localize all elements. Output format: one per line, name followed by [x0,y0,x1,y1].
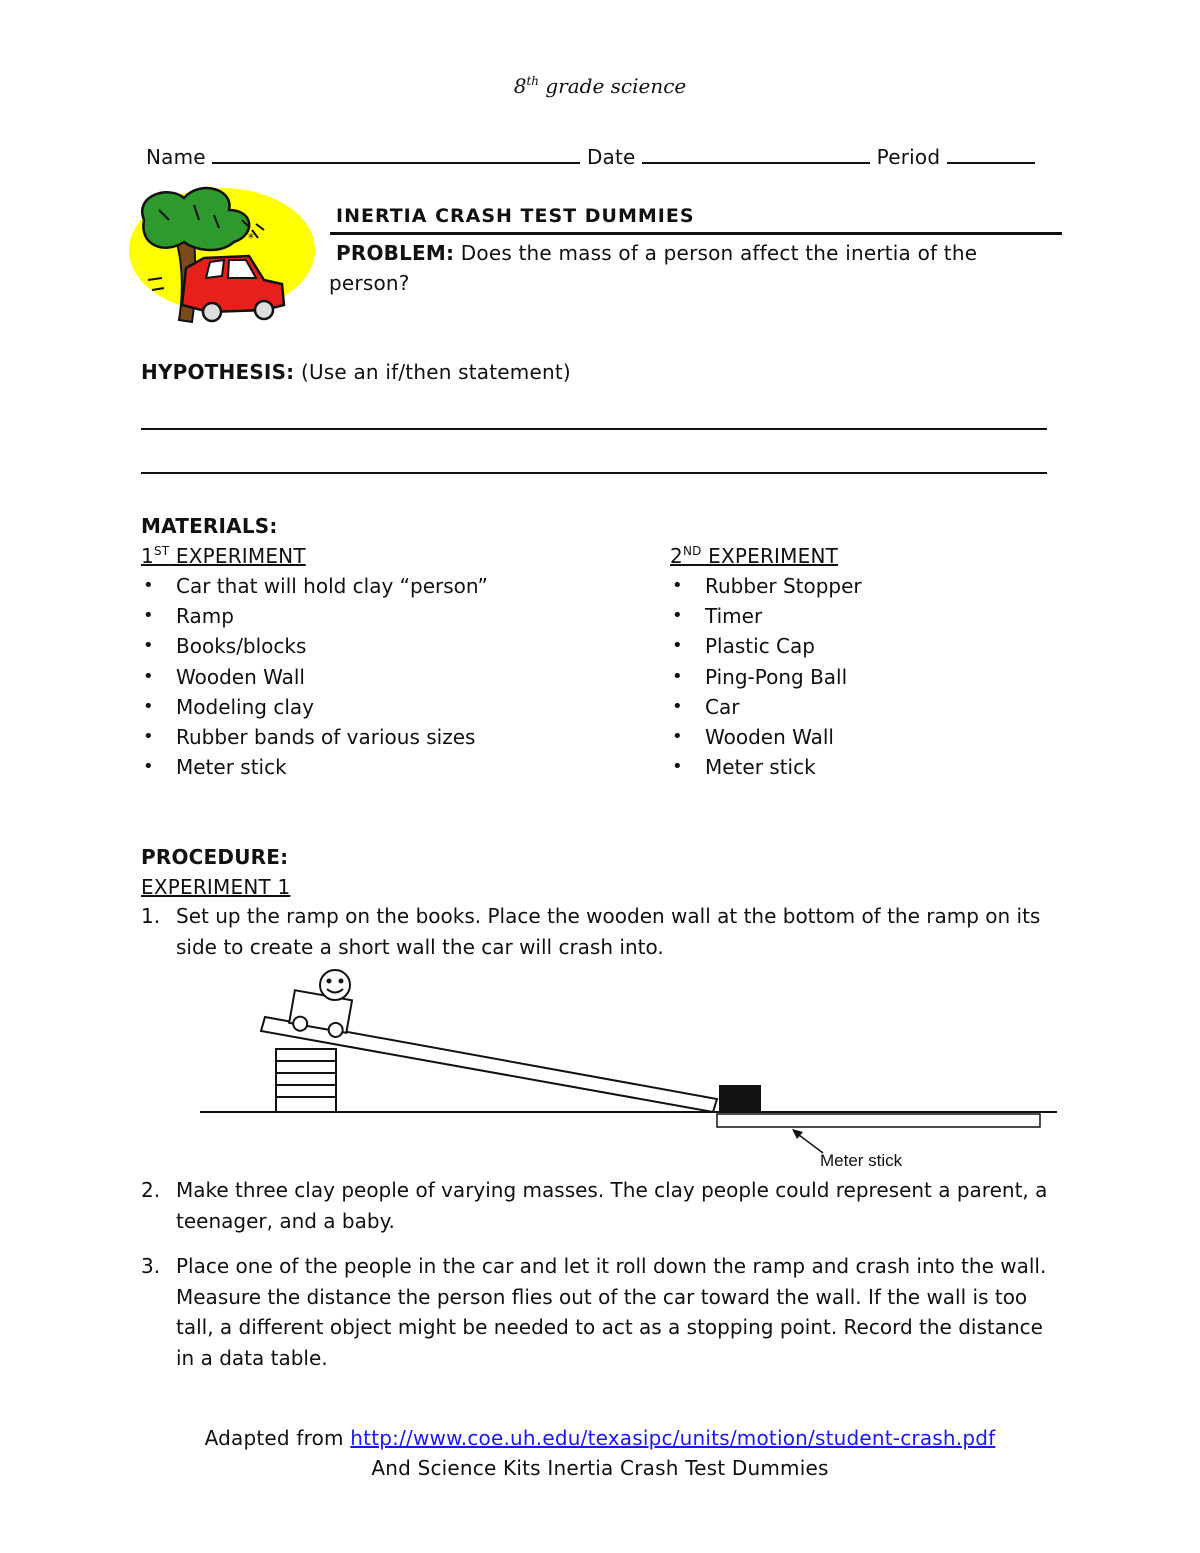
exp1-title: EXPERIMENT [169,544,306,568]
grade-superscript: th [526,74,540,88]
list-item: • Plastic Cap [670,631,862,661]
hypothesis-answer-line-2[interactable] [141,472,1047,474]
list-item: • Wooden Wall [670,722,862,752]
list-item: • Timer [670,601,862,631]
ramp-diagram [195,965,1065,1175]
grade-subject: grade science [539,74,687,98]
svg-text:*: * [248,231,254,245]
exp2-number: 2 [670,544,683,568]
meter-stick-label: Meter stick [820,1151,903,1170]
hypothesis [141,357,571,387]
list-item: • Ramp [141,601,488,631]
date-label: Date [586,145,636,169]
footer-source-line: And Science Kits Inertia Crash Test Dummies [371,1456,829,1480]
page-header [0,74,1200,98]
grade-number: 8 [513,74,527,98]
list-item: • Car that will hold clay “person” [141,571,488,601]
procedure-label: PROCEDURE: [141,845,289,869]
name-label: Name [146,145,206,169]
hypothesis-instruction: (Use an if/then statement) [300,360,571,384]
hypothesis-answer-line-1[interactable] [141,428,1047,430]
list-item: • Rubber Stopper [670,571,862,601]
list-item: • Wooden Wall [141,662,488,692]
procedure-step-2 [141,1175,1061,1237]
list-item: • Ping-Pong Ball [670,662,862,692]
footer-adapted-line [0,1423,1200,1453]
materials-label: MATERIALS: [141,514,278,538]
title-rule [330,232,1062,235]
period-blank[interactable] [947,144,1035,164]
procedure-step-3 [141,1251,1061,1375]
hypothesis-label: HYPOTHESIS: [141,360,295,384]
experiment2-heading [670,541,838,571]
wooden-wall [719,1085,761,1112]
clay-person-face [320,970,350,1000]
step-text: Make three clay people of varying masses. The clay people could represent a parent, a teenager, and a baby. [176,1178,1048,1233]
step-number: 3. [141,1254,161,1278]
problem-text-line2: person? [329,271,410,295]
step-number: 1. [141,904,161,928]
step-number: 2. [141,1178,161,1202]
car-crash-illustration [124,180,324,330]
experiment2-materials-list [670,571,862,782]
experiment1-heading [141,541,306,571]
list-item: • Meter stick [141,752,488,782]
list-item: • Modeling clay [141,692,488,722]
procedure-step-1 [141,901,1061,963]
source-link[interactable]: http://www.coe.uh.edu/texasipc/units/motion/student-crash.pdf [350,1426,996,1450]
name-blank[interactable] [212,144,580,164]
exp2-superscript: ND [682,544,702,558]
list-item: • Car [670,692,862,722]
experiment-1-title: EXPERIMENT 1 [141,875,291,899]
problem [336,238,977,268]
exp1-superscript: ST [153,544,170,558]
exp2-title: EXPERIMENT [701,544,839,568]
list-item: • Rubber bands of various sizes [141,722,488,752]
list-item: • Books/blocks [141,631,488,661]
list-item: • Meter stick [670,752,862,782]
meter-stick [717,1114,1040,1127]
book-stack [276,1049,336,1112]
period-label: Period [876,145,941,169]
problem-label: PROBLEM: [336,241,455,265]
step-text: Place one of the people in the car and let it roll down the ramp and crash into the wall. Measure the distance the person flies out of the car toward the wall. If the wall is too tall, a different object might be needed to act as a stopping point. Record the distance in a data table. [176,1254,1047,1370]
problem-text-line1: Does the mass of a person affect the inertia of the [460,241,978,265]
adapted-label: Adapted from [204,1426,351,1450]
step-text: Set up the ramp on the books. Place the wooden wall at the bottom of the ramp on its side to create a short wall the car will crash into. [176,904,1041,959]
date-blank[interactable] [642,144,870,164]
page-title: INERTIA CRASH TEST DUMMIES [336,205,695,227]
experiment1-materials-list [141,571,488,782]
name-date-period-line [146,142,1035,172]
exp1-number: 1 [141,544,154,568]
